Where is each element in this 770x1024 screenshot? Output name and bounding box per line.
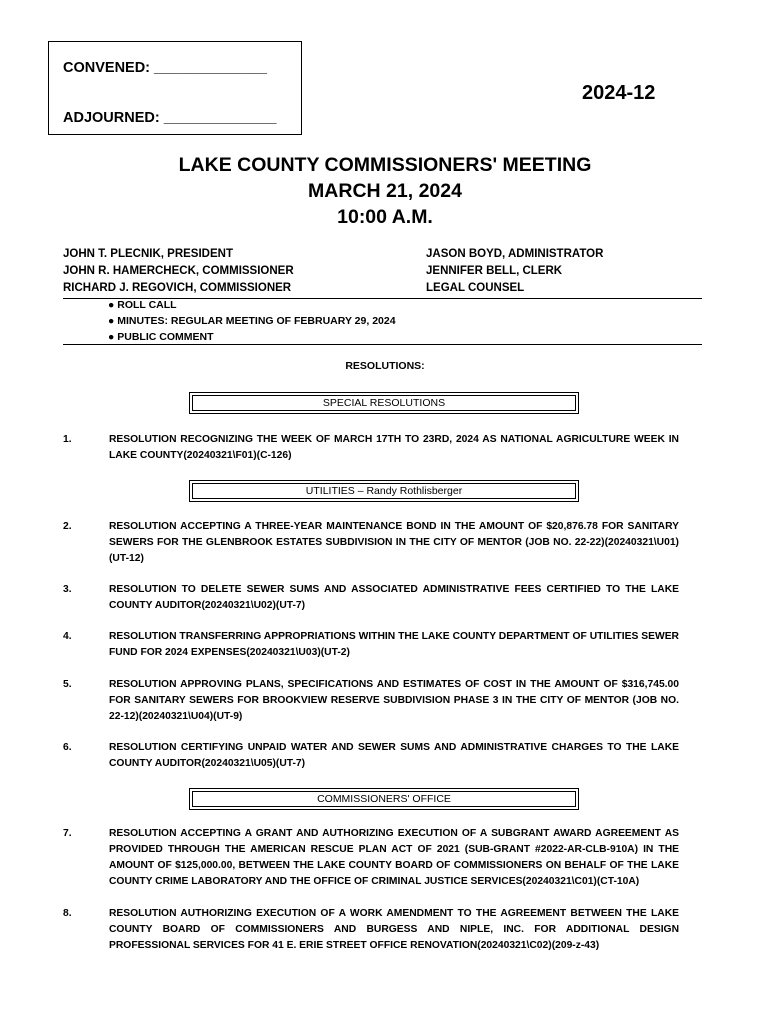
resolution-item xyxy=(63,740,679,772)
roster-clerk: JENNIFER BELL, CLERK xyxy=(426,265,563,277)
title-date: MARCH 21, 2024 xyxy=(308,180,462,202)
resolution-number: 5. xyxy=(63,679,72,690)
resolution-text: RESOLUTION TRANSFERRING APPROPRIATIONS WITHIN THE LAKE COUNTY DEPARTMENT OF UTILITIES SEWER FUND FOR 2024 EXPENSES(20240321\U03)(UT-2) xyxy=(109,631,679,658)
section-label: UTILITIES – Randy Rothlisberger xyxy=(192,483,576,499)
section-label: COMMISSIONERS' OFFICE xyxy=(192,791,576,807)
staff-roster xyxy=(426,246,603,297)
roster-legal-counsel: LEGAL COUNSEL xyxy=(426,282,525,294)
resolution-number: 4. xyxy=(63,631,72,642)
title-line-1: LAKE COUNTY COMMISSIONERS' MEETING xyxy=(178,154,592,176)
agenda-item-minutes: ● MINUTES: REGULAR MEETING OF FEBRUARY 29, 2024 xyxy=(108,315,396,327)
resolution-text: RESOLUTION AUTHORIZING EXECUTION OF A WORK AMENDMENT TO THE AGREEMENT BETWEEN THE LAKE COUNTY BOARD OF COMMISSIONERS AND BURGESS AND NIPLE, INC. FOR ADDITIONAL DESIGN PROFESSIONAL SERVICES FOR 41 E. ERIE STREET OFFICE RENOVATION(20240321\C02)(209-z-43) xyxy=(109,908,679,951)
resolution-item xyxy=(63,629,679,661)
meeting-title xyxy=(0,152,770,230)
section-utilities xyxy=(189,480,579,502)
resolutions-heading: RESOLUTIONS: xyxy=(345,360,425,372)
title-time: 10:00 A.M. xyxy=(337,206,433,228)
section-special-resolutions xyxy=(189,392,579,414)
resolution-item xyxy=(63,519,679,567)
section-commissioners-office xyxy=(189,788,579,810)
adjourned-line: ADJOURNED: ______________ xyxy=(63,110,277,126)
resolution-number: 7. xyxy=(63,828,72,839)
resolution-text: RESOLUTION ACCEPTING A THREE-YEAR MAINTENANCE BOND IN THE AMOUNT OF $20,876.78 FOR SANITARY SEWERS FOR THE GLENBROOK ESTATES SUBDIVISION IN THE CITY OF MENTOR (JOB NO. 22-22)(20240321\U01)(UT-12) xyxy=(109,521,679,564)
agenda-item-roll-call: ● ROLL CALL xyxy=(108,299,177,311)
commissioners-roster xyxy=(63,246,294,297)
roster-president: JOHN T. PLECNIK, PRESIDENT xyxy=(63,248,233,260)
divider-bottom xyxy=(63,344,702,345)
resolution-text: RESOLUTION ACCEPTING A GRANT AND AUTHORIZING EXECUTION OF A SUBGRANT AWARD AGREEMENT AS PROVIDED THROUGH THE AMERICAN RESCUE PLAN ACT OF 2021 (SUB-GRANT #2022-AR-CLB-910A) IN THE AMOUNT OF $125,000.00, BETWEEN THE LAKE COUNTY BOARD OF COMMISSIONERS ON BEHALF OF THE LAKE COUNTY CRIME LABORATORY AND THE OFFICE OF CRIMINAL JUSTICE SERVICES(20240321\C01)(CT-10A) xyxy=(109,828,679,887)
roster-commissioner-2: RICHARD J. REGOVICH, COMMISSIONER xyxy=(63,282,292,294)
convened-adjourned-box xyxy=(48,41,302,135)
convened-line: CONVENED: ______________ xyxy=(63,60,267,76)
resolution-number: 2. xyxy=(63,521,72,532)
resolution-item xyxy=(63,826,679,890)
section-label: SPECIAL RESOLUTIONS xyxy=(192,395,576,411)
resolution-number: 3. xyxy=(63,584,72,595)
resolution-item xyxy=(63,432,679,464)
resolution-number: 6. xyxy=(63,742,72,753)
agenda-item-public-comment: ● PUBLIC COMMENT xyxy=(108,331,214,343)
resolution-text: RESOLUTION APPROVING PLANS, SPECIFICATIONS AND ESTIMATES OF COST IN THE AMOUNT OF $316,745.00 FOR SANITARY SEWERS FOR BROOKVIEW RESERVE SUBDIVISION PHASE 3 IN THE CITY OF MENTOR (JOB NO. 22-12)(20240321\U04)(UT-9) xyxy=(109,679,679,722)
meeting-number: 2024-12 xyxy=(582,82,656,104)
roster-commissioner-1: JOHN R. HAMERCHECK, COMMISSIONER xyxy=(63,265,294,277)
resolution-text: RESOLUTION TO DELETE SEWER SUMS AND ASSOCIATED ADMINISTRATIVE FEES CERTIFIED TO THE LAKE COUNTY AUDITOR(20240321\U02)(UT-7) xyxy=(109,584,679,611)
resolution-number: 1. xyxy=(63,434,72,445)
agenda-list xyxy=(108,297,396,345)
resolution-text: RESOLUTION CERTIFYING UNPAID WATER AND SEWER SUMS AND ADMINISTRATIVE CHARGES TO THE LAKE COUNTY AUDITOR(20240321\U05)(UT-7) xyxy=(109,742,679,769)
resolution-text: RESOLUTION RECOGNIZING THE WEEK OF MARCH 17TH TO 23RD, 2024 AS NATIONAL AGRICULTURE WEEK IN LAKE COUNTY(20240321\F01)(C-126) xyxy=(109,434,679,461)
resolution-item xyxy=(63,906,679,954)
roster-administrator: JASON BOYD, ADMINISTRATOR xyxy=(426,248,604,260)
resolution-item xyxy=(63,677,679,725)
resolution-number: 8. xyxy=(63,908,72,919)
resolution-item xyxy=(63,582,679,614)
